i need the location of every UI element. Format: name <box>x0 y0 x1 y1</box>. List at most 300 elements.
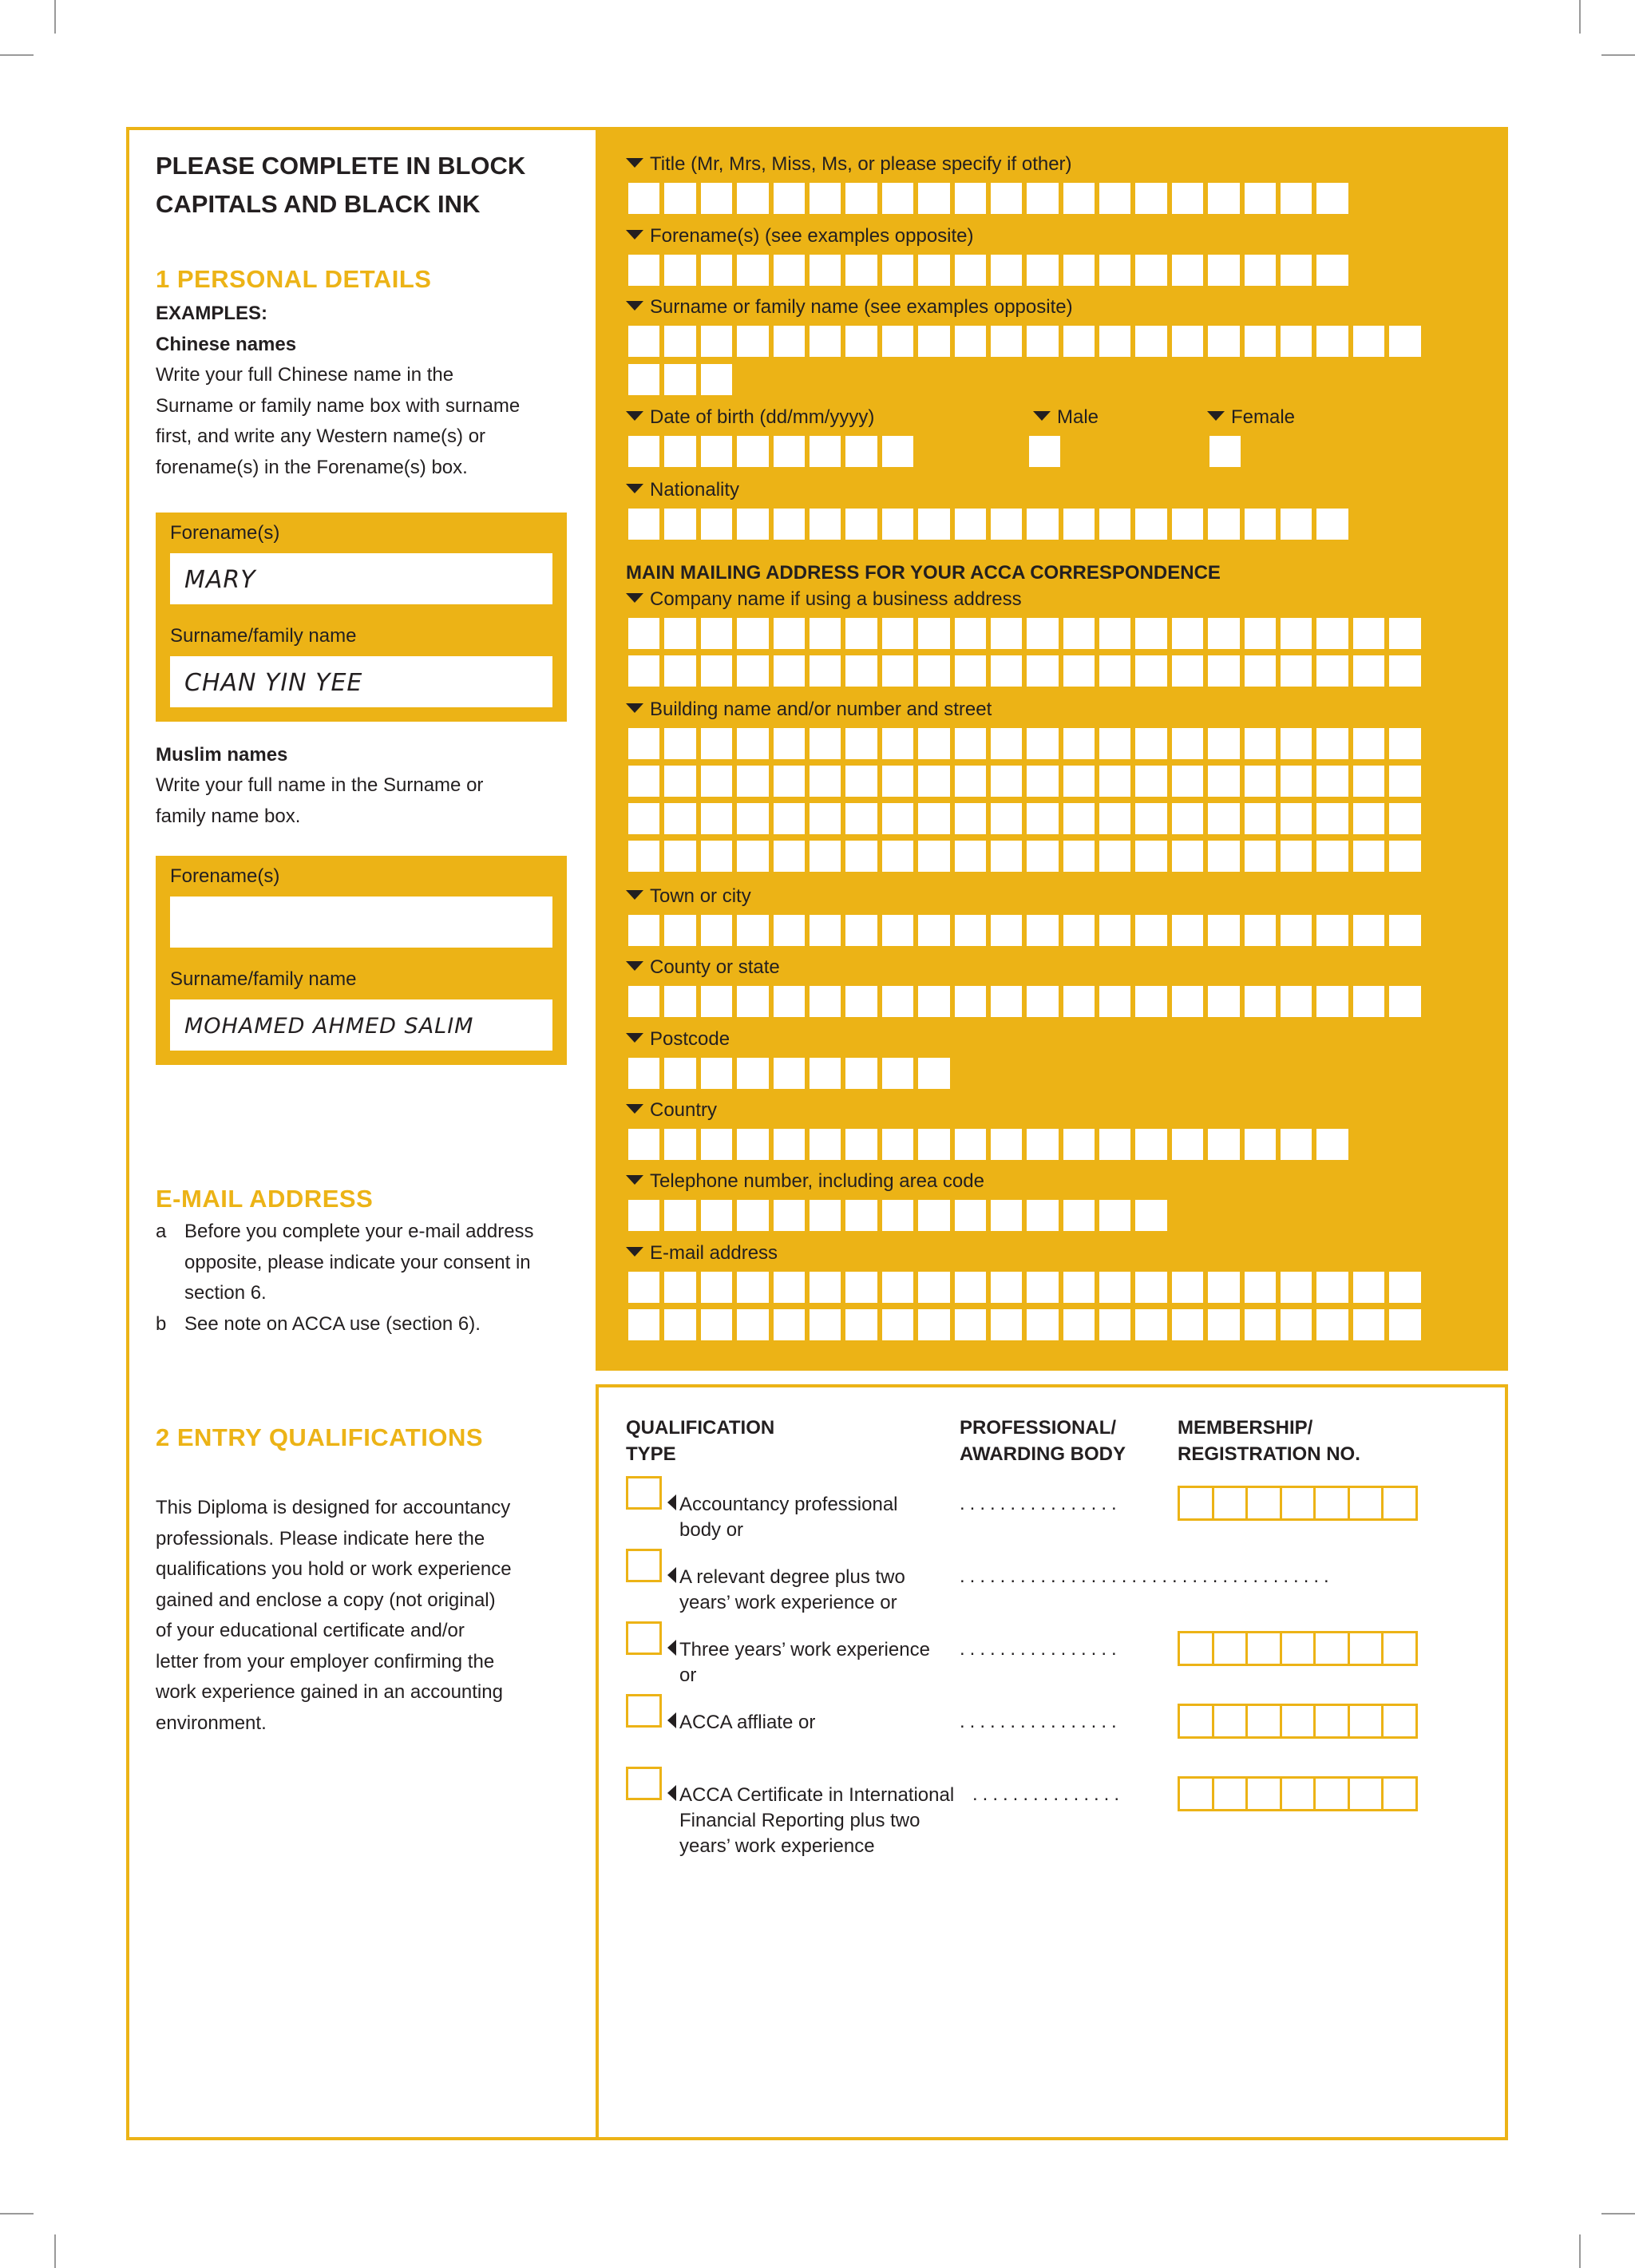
character-box[interactable] <box>1351 653 1387 689</box>
character-box[interactable] <box>988 1307 1024 1343</box>
character-box[interactable] <box>734 838 770 874</box>
character-box[interactable] <box>1061 323 1097 359</box>
character-box[interactable] <box>771 433 807 469</box>
character-box[interactable] <box>988 1126 1024 1162</box>
character-box[interactable] <box>1133 653 1169 689</box>
character-box[interactable] <box>988 180 1024 216</box>
character-box[interactable] <box>807 506 843 542</box>
registration-digit-box[interactable] <box>1245 1776 1282 1811</box>
character-box[interactable] <box>1278 653 1314 689</box>
character-box[interactable] <box>771 1126 807 1162</box>
character-box[interactable] <box>916 615 952 651</box>
character-box[interactable] <box>916 1126 952 1162</box>
character-box[interactable] <box>843 433 879 469</box>
character-box[interactable] <box>1024 653 1060 689</box>
character-box[interactable] <box>880 912 916 948</box>
awarding-body-line[interactable]: ................ <box>960 1493 1122 1514</box>
character-box[interactable] <box>1061 763 1097 799</box>
building-boxes-row3[interactable] <box>626 801 1423 837</box>
character-box[interactable] <box>916 1269 952 1305</box>
registration-digit-box[interactable] <box>1313 1486 1350 1521</box>
character-box[interactable] <box>662 984 698 1019</box>
title-boxes[interactable] <box>626 180 1351 216</box>
character-box[interactable] <box>771 984 807 1019</box>
character-box[interactable] <box>1387 653 1423 689</box>
character-box[interactable] <box>699 433 734 469</box>
character-box[interactable] <box>734 1269 770 1305</box>
character-box[interactable] <box>1133 180 1169 216</box>
character-box[interactable] <box>807 252 843 288</box>
character-box[interactable] <box>699 362 734 398</box>
character-box[interactable] <box>880 653 916 689</box>
character-box[interactable] <box>916 506 952 542</box>
character-box[interactable] <box>734 984 770 1019</box>
awarding-body-line[interactable]: ............... <box>972 1783 1125 1805</box>
character-box[interactable] <box>771 801 807 837</box>
character-box[interactable] <box>1024 615 1060 651</box>
character-box[interactable] <box>988 506 1024 542</box>
registration-digit-box[interactable] <box>1212 1704 1249 1739</box>
awarding-body-line[interactable]: ..................................... <box>960 1565 1334 1587</box>
character-box[interactable] <box>1387 912 1423 948</box>
registration-digit-box[interactable] <box>1381 1486 1418 1521</box>
character-box[interactable] <box>988 726 1024 762</box>
character-box[interactable] <box>1387 1269 1423 1305</box>
character-box[interactable] <box>662 252 698 288</box>
character-box[interactable] <box>662 653 698 689</box>
registration-digit-box[interactable] <box>1348 1704 1384 1739</box>
character-box[interactable] <box>1170 615 1205 651</box>
character-box[interactable] <box>1097 801 1133 837</box>
character-box[interactable] <box>1314 323 1350 359</box>
character-box[interactable] <box>843 506 879 542</box>
character-box[interactable] <box>807 1269 843 1305</box>
country-boxes[interactable] <box>626 1126 1351 1162</box>
character-box[interactable] <box>1278 838 1314 874</box>
dob-boxes[interactable] <box>626 433 916 469</box>
character-box[interactable] <box>1133 726 1169 762</box>
character-box[interactable] <box>699 763 734 799</box>
character-box[interactable] <box>807 1126 843 1162</box>
character-box[interactable] <box>807 912 843 948</box>
character-box[interactable] <box>1170 726 1205 762</box>
character-box[interactable] <box>952 1197 988 1233</box>
character-box[interactable] <box>1024 912 1060 948</box>
character-box[interactable] <box>1061 615 1097 651</box>
character-box[interactable] <box>699 506 734 542</box>
registration-number-boxes[interactable] <box>1178 1486 1415 1521</box>
character-box[interactable] <box>807 433 843 469</box>
character-box[interactable] <box>771 1197 807 1233</box>
character-box[interactable] <box>1024 323 1060 359</box>
character-box[interactable] <box>1278 726 1314 762</box>
character-box[interactable] <box>880 252 916 288</box>
character-box[interactable] <box>843 323 879 359</box>
character-box[interactable] <box>988 763 1024 799</box>
character-box[interactable] <box>1170 763 1205 799</box>
character-box[interactable] <box>1242 506 1278 542</box>
registration-digit-box[interactable] <box>1178 1486 1214 1521</box>
character-box[interactable] <box>771 180 807 216</box>
character-box[interactable] <box>734 763 770 799</box>
character-box[interactable] <box>1205 615 1241 651</box>
character-box[interactable] <box>662 1055 698 1091</box>
character-box[interactable] <box>1133 252 1169 288</box>
character-box[interactable] <box>843 180 879 216</box>
character-box[interactable] <box>1351 323 1387 359</box>
character-box[interactable] <box>1314 726 1350 762</box>
character-box[interactable] <box>1314 615 1350 651</box>
character-box[interactable] <box>1242 838 1278 874</box>
character-box[interactable] <box>1314 506 1350 542</box>
character-box[interactable] <box>1205 726 1241 762</box>
character-box[interactable] <box>734 1126 770 1162</box>
character-box[interactable] <box>1351 763 1387 799</box>
character-box[interactable] <box>626 1055 662 1091</box>
character-box[interactable] <box>771 252 807 288</box>
character-box[interactable] <box>1205 801 1241 837</box>
character-box[interactable] <box>1351 1269 1387 1305</box>
character-box[interactable] <box>699 1197 734 1233</box>
qualification-checkbox[interactable] <box>626 1767 662 1800</box>
character-box[interactable] <box>807 323 843 359</box>
character-box[interactable] <box>626 763 662 799</box>
character-box[interactable] <box>916 1197 952 1233</box>
character-box[interactable] <box>734 726 770 762</box>
character-box[interactable] <box>662 1269 698 1305</box>
character-box[interactable] <box>1242 912 1278 948</box>
character-box[interactable] <box>807 615 843 651</box>
character-box[interactable] <box>1205 1307 1241 1343</box>
character-box[interactable] <box>1242 252 1278 288</box>
registration-number-boxes[interactable] <box>1178 1704 1415 1739</box>
character-box[interactable] <box>626 506 662 542</box>
registration-digit-box[interactable] <box>1280 1776 1316 1811</box>
character-box[interactable] <box>1024 984 1060 1019</box>
character-box[interactable] <box>1170 838 1205 874</box>
character-box[interactable] <box>952 763 988 799</box>
character-box[interactable] <box>699 1126 734 1162</box>
character-box[interactable] <box>1205 1126 1241 1162</box>
character-box[interactable] <box>807 838 843 874</box>
female-checkbox[interactable] <box>1207 433 1243 469</box>
character-box[interactable] <box>1314 252 1350 288</box>
registration-digit-box[interactable] <box>1381 1704 1418 1739</box>
character-box[interactable] <box>843 1126 879 1162</box>
character-box[interactable] <box>843 615 879 651</box>
character-box[interactable] <box>1278 506 1314 542</box>
character-box[interactable] <box>880 180 916 216</box>
character-box[interactable] <box>1170 984 1205 1019</box>
character-box[interactable] <box>952 1307 988 1343</box>
registration-digit-box[interactable] <box>1178 1704 1214 1739</box>
character-box[interactable] <box>734 653 770 689</box>
character-box[interactable] <box>1024 1269 1060 1305</box>
character-box[interactable] <box>1061 180 1097 216</box>
character-box[interactable] <box>916 323 952 359</box>
character-box[interactable] <box>1278 984 1314 1019</box>
character-box[interactable] <box>626 726 662 762</box>
character-box[interactable] <box>626 984 662 1019</box>
character-box[interactable] <box>1061 1126 1097 1162</box>
character-box[interactable] <box>771 1269 807 1305</box>
character-box[interactable] <box>699 180 734 216</box>
character-box[interactable] <box>1024 801 1060 837</box>
character-box[interactable] <box>1242 1269 1278 1305</box>
registration-number-boxes[interactable] <box>1178 1776 1415 1811</box>
registration-digit-box[interactable] <box>1245 1631 1282 1666</box>
character-box[interactable] <box>1387 323 1423 359</box>
character-box[interactable] <box>988 252 1024 288</box>
character-box[interactable] <box>1061 1269 1097 1305</box>
character-box[interactable] <box>1133 615 1169 651</box>
character-box[interactable] <box>662 1126 698 1162</box>
character-box[interactable] <box>988 653 1024 689</box>
character-box[interactable] <box>699 1269 734 1305</box>
character-box[interactable] <box>626 252 662 288</box>
character-box[interactable] <box>880 838 916 874</box>
character-box[interactable] <box>1205 506 1241 542</box>
character-box[interactable] <box>1278 180 1314 216</box>
character-box[interactable] <box>662 180 698 216</box>
character-box[interactable] <box>916 1307 952 1343</box>
character-box[interactable] <box>1205 1269 1241 1305</box>
character-box[interactable] <box>1205 323 1241 359</box>
character-box[interactable] <box>1242 1126 1278 1162</box>
character-box[interactable] <box>1278 252 1314 288</box>
character-box[interactable] <box>1242 323 1278 359</box>
character-box[interactable] <box>626 615 662 651</box>
telephone-boxes[interactable] <box>626 1197 1170 1233</box>
character-box[interactable] <box>807 763 843 799</box>
character-box[interactable] <box>699 801 734 837</box>
character-box[interactable] <box>1351 726 1387 762</box>
character-box[interactable] <box>843 1307 879 1343</box>
character-box[interactable] <box>662 801 698 837</box>
character-box[interactable] <box>880 763 916 799</box>
character-box[interactable] <box>880 1126 916 1162</box>
character-box[interactable] <box>662 726 698 762</box>
registration-digit-box[interactable] <box>1313 1704 1350 1739</box>
character-box[interactable] <box>771 763 807 799</box>
character-box[interactable] <box>916 763 952 799</box>
character-box[interactable] <box>1387 726 1423 762</box>
character-box[interactable] <box>771 838 807 874</box>
character-box[interactable] <box>1278 615 1314 651</box>
character-box[interactable] <box>880 1269 916 1305</box>
character-box[interactable] <box>626 801 662 837</box>
character-box[interactable] <box>880 433 916 469</box>
character-box[interactable] <box>1205 763 1241 799</box>
character-box[interactable] <box>807 1055 843 1091</box>
character-box[interactable] <box>734 1055 770 1091</box>
character-box[interactable] <box>1351 838 1387 874</box>
character-box[interactable] <box>1170 252 1205 288</box>
character-box[interactable] <box>1133 763 1169 799</box>
character-box[interactable] <box>916 653 952 689</box>
character-box[interactable] <box>1133 801 1169 837</box>
character-box[interactable] <box>1387 763 1423 799</box>
character-box[interactable] <box>1097 615 1133 651</box>
character-box[interactable] <box>952 323 988 359</box>
character-box[interactable] <box>988 984 1024 1019</box>
character-box[interactable] <box>1061 252 1097 288</box>
character-box[interactable] <box>880 1197 916 1233</box>
character-box[interactable] <box>952 252 988 288</box>
character-box[interactable] <box>699 726 734 762</box>
surname-boxes-row2[interactable] <box>626 362 734 398</box>
character-box[interactable] <box>880 801 916 837</box>
character-box[interactable] <box>1061 1197 1097 1233</box>
character-box[interactable] <box>1097 252 1133 288</box>
character-box[interactable] <box>1314 984 1350 1019</box>
character-box[interactable] <box>880 506 916 542</box>
character-box[interactable] <box>1097 1269 1133 1305</box>
character-box[interactable] <box>626 1269 662 1305</box>
character-box[interactable] <box>1351 615 1387 651</box>
character-box[interactable] <box>1205 653 1241 689</box>
character-box[interactable] <box>1097 653 1133 689</box>
company-boxes-row2[interactable] <box>626 653 1423 689</box>
character-box[interactable] <box>662 323 698 359</box>
character-box[interactable] <box>988 323 1024 359</box>
registration-digit-box[interactable] <box>1348 1486 1384 1521</box>
character-box[interactable] <box>662 615 698 651</box>
county-boxes[interactable] <box>626 984 1423 1019</box>
character-box[interactable] <box>662 1197 698 1233</box>
character-box[interactable] <box>1061 912 1097 948</box>
character-box[interactable] <box>734 1197 770 1233</box>
character-box[interactable] <box>988 1269 1024 1305</box>
character-box[interactable] <box>1133 1197 1169 1233</box>
character-box[interactable] <box>1314 653 1350 689</box>
character-box[interactable] <box>1170 323 1205 359</box>
character-box[interactable] <box>771 1307 807 1343</box>
character-box[interactable] <box>807 1197 843 1233</box>
character-box[interactable] <box>916 180 952 216</box>
character-box[interactable] <box>1278 801 1314 837</box>
registration-digit-box[interactable] <box>1313 1631 1350 1666</box>
character-box[interactable] <box>1024 180 1060 216</box>
qualification-checkbox[interactable] <box>626 1476 662 1510</box>
character-box[interactable] <box>1387 984 1423 1019</box>
qualification-checkbox[interactable] <box>626 1694 662 1728</box>
character-box[interactable] <box>952 801 988 837</box>
email-boxes-row1[interactable] <box>626 1269 1423 1305</box>
character-box[interactable] <box>1061 838 1097 874</box>
character-box[interactable] <box>843 252 879 288</box>
character-box[interactable] <box>1133 1307 1169 1343</box>
forename-boxes[interactable] <box>626 252 1351 288</box>
character-box[interactable] <box>1242 180 1278 216</box>
character-box[interactable] <box>626 653 662 689</box>
registration-digit-box[interactable] <box>1245 1486 1282 1521</box>
character-box[interactable] <box>1387 801 1423 837</box>
character-box[interactable] <box>843 801 879 837</box>
character-box[interactable] <box>1351 1307 1387 1343</box>
character-box[interactable] <box>1351 801 1387 837</box>
character-box[interactable] <box>1097 1307 1133 1343</box>
character-box[interactable] <box>771 726 807 762</box>
character-box[interactable] <box>771 653 807 689</box>
character-box[interactable] <box>1133 838 1169 874</box>
character-box[interactable] <box>1061 801 1097 837</box>
character-box[interactable] <box>1278 1269 1314 1305</box>
character-box[interactable] <box>1061 1307 1097 1343</box>
character-box[interactable] <box>1278 912 1314 948</box>
character-box[interactable] <box>916 838 952 874</box>
character-box[interactable] <box>952 615 988 651</box>
town-boxes[interactable] <box>626 912 1423 948</box>
character-box[interactable] <box>880 615 916 651</box>
character-box[interactable] <box>1205 984 1241 1019</box>
character-box[interactable] <box>1097 323 1133 359</box>
character-box[interactable] <box>1387 615 1423 651</box>
character-box[interactable] <box>1061 726 1097 762</box>
character-box[interactable] <box>880 323 916 359</box>
character-box[interactable] <box>626 323 662 359</box>
character-box[interactable] <box>952 180 988 216</box>
character-box[interactable] <box>1133 323 1169 359</box>
character-box[interactable] <box>843 763 879 799</box>
character-box[interactable] <box>1314 838 1350 874</box>
character-box[interactable] <box>699 912 734 948</box>
character-box[interactable] <box>1242 763 1278 799</box>
character-box[interactable] <box>699 615 734 651</box>
character-box[interactable] <box>807 653 843 689</box>
character-box[interactable] <box>1242 653 1278 689</box>
character-box[interactable] <box>1024 726 1060 762</box>
character-box[interactable] <box>843 984 879 1019</box>
character-box[interactable] <box>1205 252 1241 288</box>
character-box[interactable] <box>1314 1307 1350 1343</box>
character-box[interactable] <box>1242 801 1278 837</box>
character-box[interactable] <box>1242 984 1278 1019</box>
email-boxes-row2[interactable] <box>626 1307 1423 1343</box>
character-box[interactable] <box>1097 763 1133 799</box>
registration-digit-box[interactable] <box>1348 1631 1384 1666</box>
building-boxes-row2[interactable] <box>626 763 1423 799</box>
qualification-checkbox[interactable] <box>626 1621 662 1655</box>
character-box[interactable] <box>843 838 879 874</box>
character-box[interactable] <box>626 1307 662 1343</box>
character-box[interactable] <box>734 801 770 837</box>
character-box[interactable] <box>1205 912 1241 948</box>
character-box[interactable] <box>916 801 952 837</box>
character-box[interactable] <box>1133 1126 1169 1162</box>
character-box[interactable] <box>734 180 770 216</box>
building-boxes-row1[interactable] <box>626 726 1423 762</box>
character-box[interactable] <box>988 801 1024 837</box>
character-box[interactable] <box>916 1055 952 1091</box>
character-box[interactable] <box>1351 912 1387 948</box>
character-box[interactable] <box>1024 252 1060 288</box>
character-box[interactable] <box>1097 1197 1133 1233</box>
character-box[interactable] <box>1133 984 1169 1019</box>
character-box[interactable] <box>952 726 988 762</box>
character-box[interactable] <box>1278 323 1314 359</box>
character-box[interactable] <box>1242 1307 1278 1343</box>
registration-digit-box[interactable] <box>1212 1631 1249 1666</box>
registration-digit-box[interactable] <box>1178 1631 1214 1666</box>
character-box[interactable] <box>880 984 916 1019</box>
character-box[interactable] <box>1133 912 1169 948</box>
character-box[interactable] <box>734 1307 770 1343</box>
character-box[interactable] <box>807 984 843 1019</box>
character-box[interactable] <box>952 653 988 689</box>
registration-digit-box[interactable] <box>1178 1776 1214 1811</box>
character-box[interactable] <box>734 912 770 948</box>
